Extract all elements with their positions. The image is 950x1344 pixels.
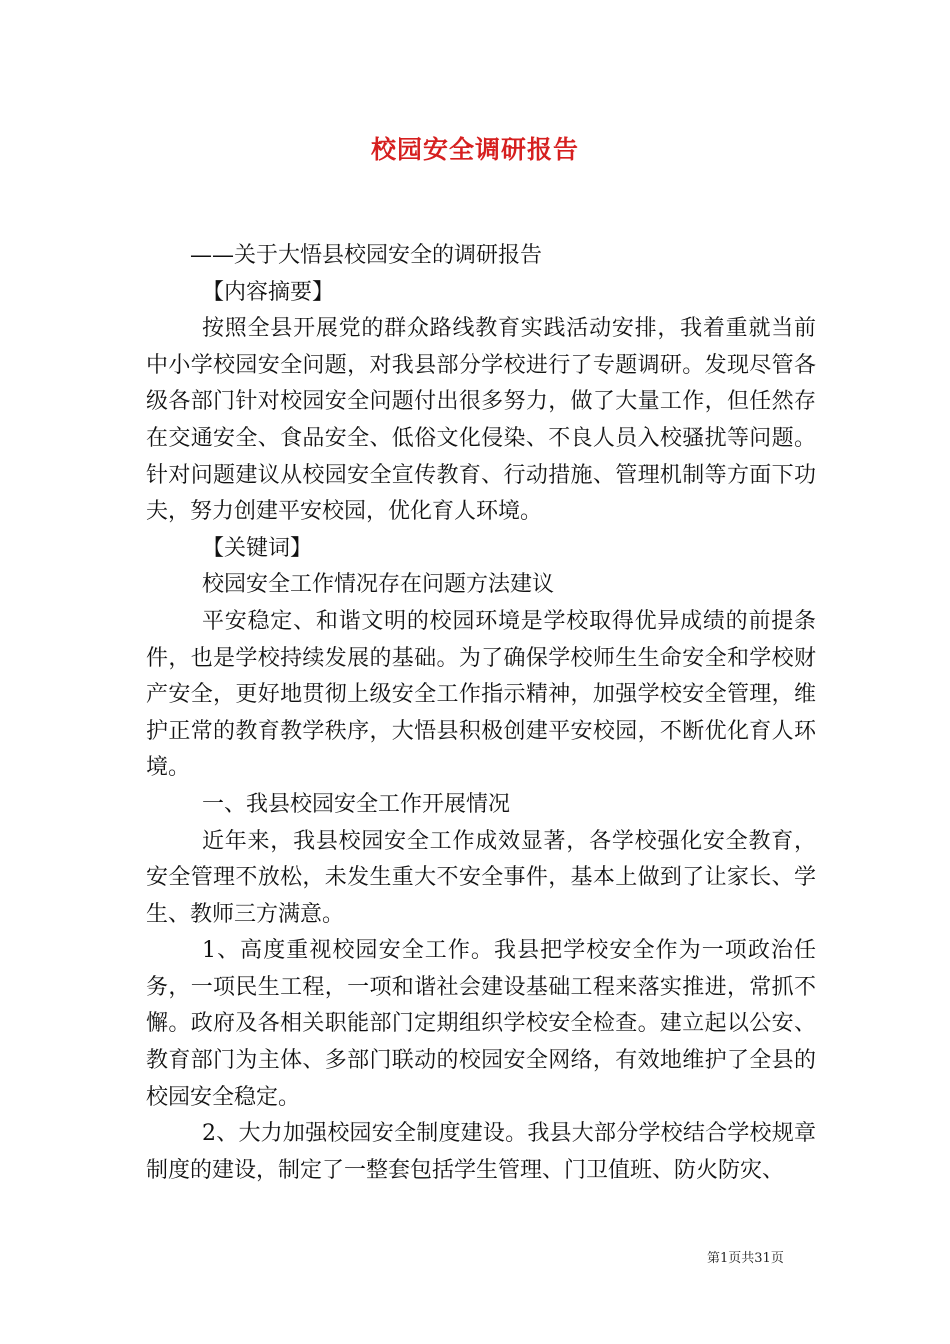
document-body	[146, 238, 816, 1189]
document-subtitle: ——关于大悟县校园安全的调研报告	[190, 243, 543, 268]
abstract-heading: 【内容摘要】	[202, 279, 335, 305]
document-title: 校园安全调研报告	[370, 135, 579, 164]
keywords-paragraph: 校园安全工作情况存在问题方法建议	[202, 572, 555, 598]
section-1-paragraph: 近年来，我县校园安全工作成效显著，各学校强化安全教育，安全管理不放松，未发生重大不安全事件，基本上做到了让家长、学生、教师三方满意。	[146, 828, 816, 927]
section-heading-1: 一、我县校园安全工作开展情况	[202, 791, 511, 817]
keywords-heading: 【关键词】	[202, 535, 313, 561]
intro-paragraph: 平安稳定、和谐文明的校园环境是学校取得优异成绩的前提条件，也是学校持续发展的基础。为了确保学校师生生命安全和学校财产安全，更好地贯彻上级安全工作指示精神，加强学校安全管理，维护正常的教育教学秩序，大悟县积极创建平安校园，不断优化育人环境。	[146, 608, 816, 781]
item-2-paragraph: 2、大力加强校园安全制度建设。我县大部分学校结合学校规章制度的建设，制定了一整套包括学生管理、门卫值班、防火防灾、	[146, 1121, 816, 1183]
page-number: 第1页共31页	[707, 1251, 784, 1266]
abstract-paragraph: 按照全县开展党的群众路线教育实践活动安排，我着重就当前中小学校园安全问题，对我县部分学校进行了专题调研。发现尽管各级各部门针对校园安全问题付出很多努力，做了大量工作，但任然存在交通安全、食品安全、低俗文化侵染、不良人员入校骚扰等问题。针对问题建议从校园安全宣传教育、行动措施、管理机制等方面下功夫，努力创建平安校园，优化育人环境。	[146, 316, 816, 525]
item-1-paragraph: 1、高度重视校园安全工作。我县把学校安全作为一项政治任务，一项民生工程，一项和谐社会建设基础工程来落实推进，常抓不懈。政府及各相关职能部门定期组织学校安全检查。建立起以公安、教育部门为主体、多部门联动的校园安全网络，有效地维护了全县的校园安全稳定。	[146, 938, 816, 1110]
